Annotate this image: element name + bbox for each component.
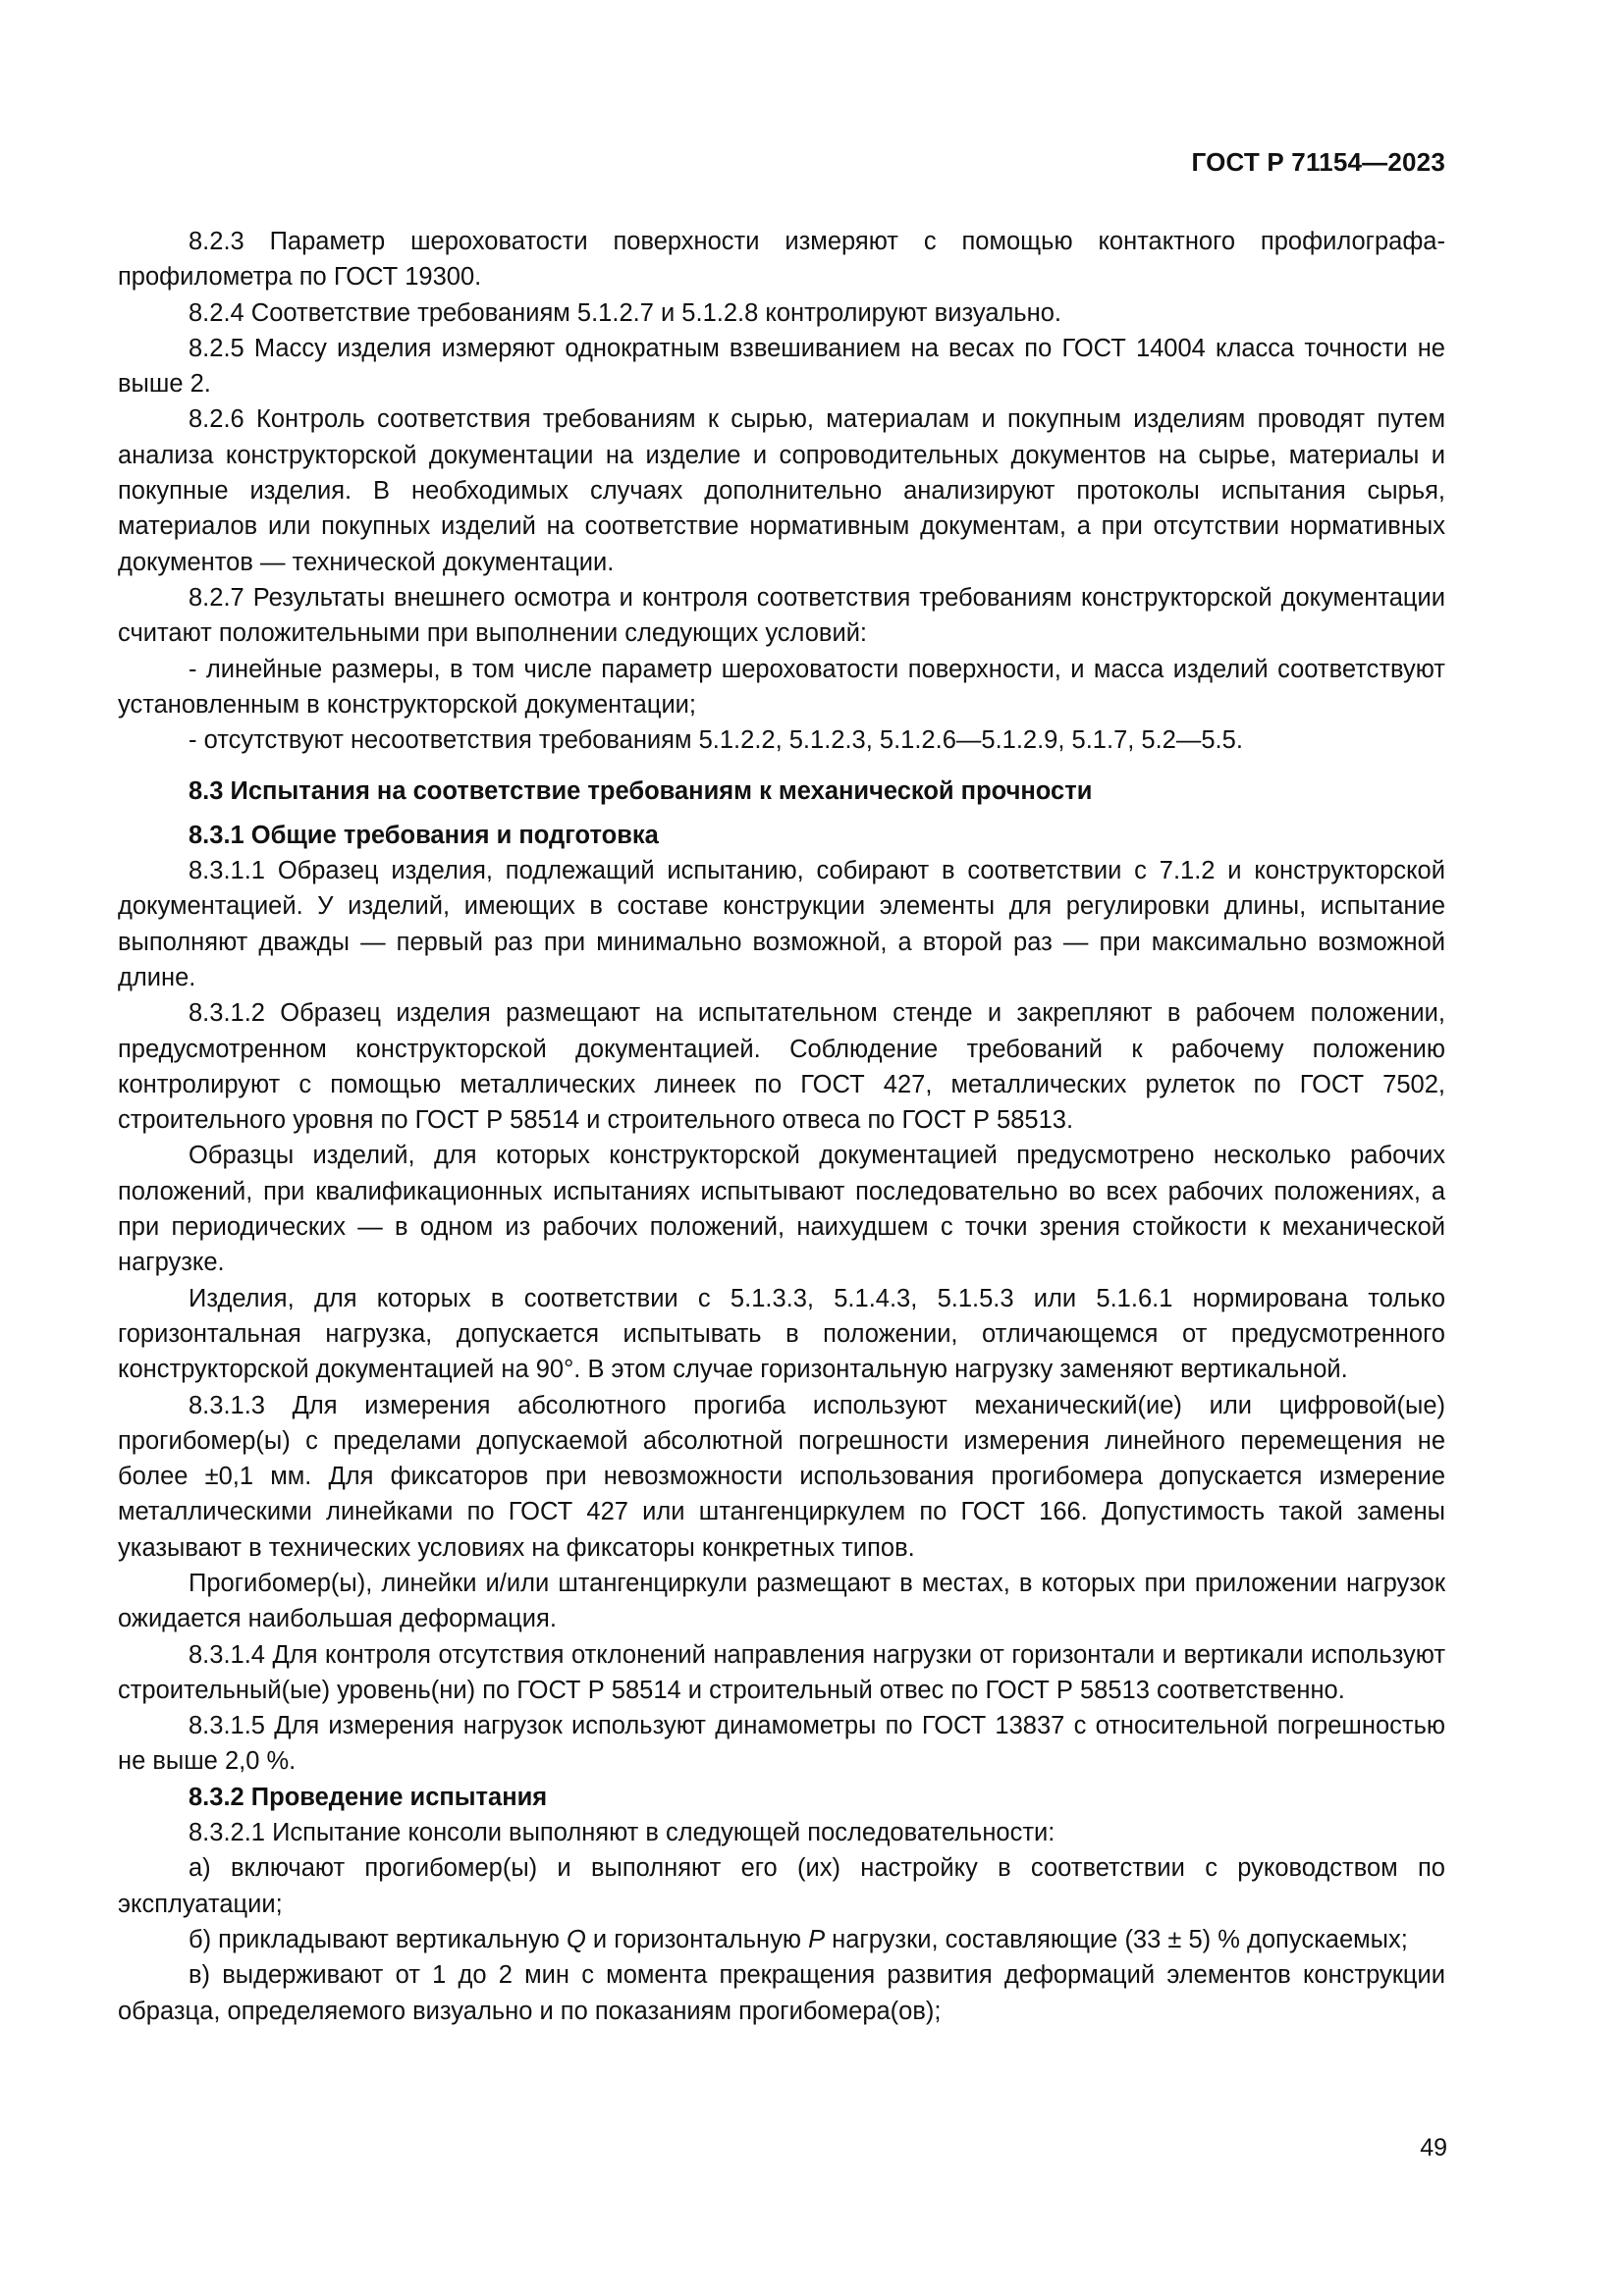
list-item-b xyxy=(118,1922,1445,1957)
paragraph-8-3-1-2: 8.3.1.2 Образец изделия размещают на испытательном стенде и закрепляют в рабочем положении, предусмотренном конструкторской документацией. Соблюдение требований к рабочему положению контролируют с помощью металлических линеек по ГОСТ 427, металлических рулеток по ГОСТ 7502, строительного уровня по ГОСТ Р 58514 и строительного отвеса по ГОСТ Р 58513. xyxy=(118,999,1445,1135)
list-item-b-prefix: б) прикладывают вертикальную xyxy=(189,1925,567,1953)
section-heading-8-3: 8.3 Испытания на соответствие требованиям к механической прочности xyxy=(189,777,1093,806)
paragraph-8-3-1-5: 8.3.1.5 Для измерения нагрузок используют динамометры по ГОСТ 13837 с относительной погрешностью не выше 2,0 %. xyxy=(118,1712,1445,1776)
paragraph-8-3-2-1: 8.3.2.1 Испытание консоли выполняют в следующей последовательности: xyxy=(189,1819,1056,1847)
list-item-linear-sizes: - линейные размеры, в том числе параметр шероховатости поверхности, и масса изделий соответствуют установленным в конструкторской документации; xyxy=(118,655,1445,719)
symbol-q: Q xyxy=(567,1925,586,1953)
paragraph-8-2-5: 8.2.5 Массу изделия измеряют однократным взвешиванием на весах по ГОСТ 14004 класса точности не выше 2. xyxy=(118,334,1445,399)
paragraph-8-3-1-1: 8.3.1.1 Образец изделия, подлежащий испытанию, собирают в соответствии с 7.1.2 и конструкторской документацией. У изделий, имеющих в составе конструкции элементы для регулировки длины, испытание выполняют дважды — первый раз при минимально возможной, а второй раз — при максимально возможной длине. xyxy=(118,857,1445,991)
list-item-v: в) выдерживают от 1 до 2 мин с момента прекращения развития деформаций элементов конструкции образца, определяемого визуально и по показаниям прогибомера(ов); xyxy=(118,1961,1445,2025)
subsection-heading-8-3-2: 8.3.2 Проведение испытания xyxy=(189,1783,548,1811)
list-item-a: а) включают прогибомер(ы) и выполняют его (их) настройку в соответствии с руководством по эксплуатации; xyxy=(118,1854,1445,1918)
symbol-p: P xyxy=(808,1925,826,1953)
paragraph-8-2-3: 8.2.3 Параметр шероховатости поверхности измеряют с помощью контактного профилографа-профилометра по ГОСТ 19300. xyxy=(118,228,1445,292)
document-body xyxy=(118,224,1445,2029)
list-item-b-suffix: нагрузки, составляющие (33 ± 5) % допускаемых; xyxy=(825,1925,1408,1953)
paragraph-working-positions: Образцы изделий, для которых конструкторской документацией предусмотрено несколько рабочих положений, при квалификационных испытаниях испытывают последовательно во всех рабочих положениях, а при периодических — в одном из рабочих положений, наихудшем с точки зрения стойкости к механической нагрузке. xyxy=(118,1142,1445,1277)
paragraph-8-2-6: 8.2.6 Контроль соответствия требованиям к сырью, материалам и покупным изделиям проводят путем анализа конструкторской документации на изделие и сопроводительных документов на сырье, материалы и покупные изделия. В необходимых случаях дополнительно анализируют протоколы испытания сырья, материалов или покупных изделий на соответствие нормативным документам, а при отсутствии нормативных документов — технической документации. xyxy=(118,405,1445,576)
paragraph-horizontal-load: Изделия, для которых в соответствии с 5.1.3.3, 5.1.4.3, 5.1.5.3 или 5.1.6.1 нормирована только горизонтальная нагрузка, допускается испытывать в положении, отличающемся от предусмотренного конструкторской документацией на 90°. В этом случае горизонтальную нагрузку заменяют вертикальной. xyxy=(118,1284,1445,1384)
list-item-no-nonconformities: - отсутствуют несоответствия требованиям 5.1.2.2, 5.1.2.3, 5.1.2.6—5.1.2.9, 5.1.7, 5.2—5.5. xyxy=(189,726,1243,755)
paragraph-deflectometer-placement: Прогибомер(ы), линейки и/или штангенциркули размещают в местах, в которых при приложении нагрузок ожидается наибольшая деформация. xyxy=(118,1569,1445,1633)
paragraph-8-3-1-4: 8.3.1.4 Для контроля отсутствия отклонений направления нагрузки от горизонтали и вертикали используют строительный(ые) уровень(ни) по ГОСТ Р 58514 и строительный отвес по ГОСТ Р 58513 соответственно. xyxy=(118,1640,1445,1704)
page-number: 49 xyxy=(1420,2134,1447,2162)
paragraph-8-2-7: 8.2.7 Результаты внешнего осмотра и контроля соответствия требованиям конструкторской документации считают положительными при выполнении следующих условий: xyxy=(118,583,1445,648)
paragraph-8-2-4: 8.2.4 Соответствие требованиям 5.1.2.7 и 5.1.2.8 контролируют визуально. xyxy=(189,298,1062,327)
list-item-b-middle: и горизонтальную xyxy=(585,1925,809,1953)
document-header: ГОСТ Р 71154—2023 xyxy=(1191,147,1445,177)
paragraph-8-3-1-3: 8.3.1.3 Для измерения абсолютного прогиба используют механический(ие) или цифровой(ые) прогибомер(ы) с пределами допускаемой абсолютной погрешности измерения линейного перемещения не более ±0,1 мм. Для фиксаторов при невозможности использования прогибомера допускается измерение металлическими линейками по ГОСТ 427 или штангенциркулем по ГОСТ 166. Допустимость такой замены указывают в технических условиях на фиксаторы конкретных типов. xyxy=(118,1391,1445,1562)
subsection-heading-8-3-1: 8.3.1 Общие требования и подготовка xyxy=(189,821,659,849)
